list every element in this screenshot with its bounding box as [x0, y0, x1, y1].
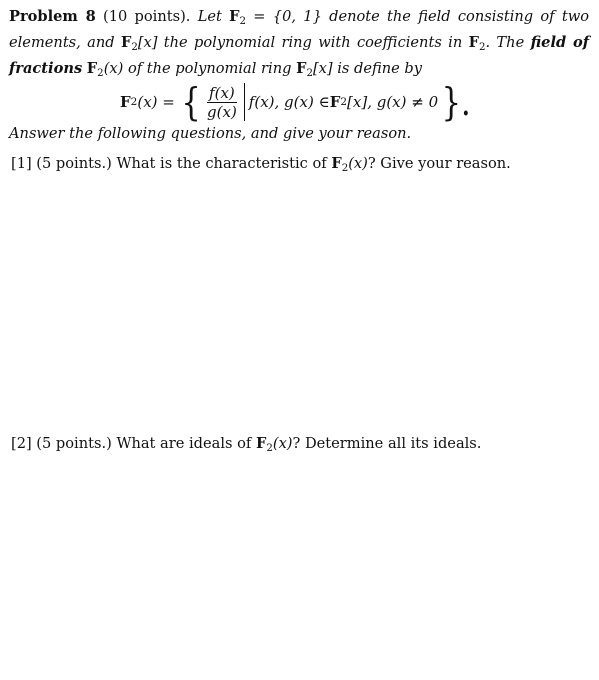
math-subscript: 2 [97, 68, 104, 79]
math-F: F [329, 93, 341, 111]
problem-text: [x] the polynomial ring with coefficients in [137, 34, 469, 51]
equation-lhs: (x) = [137, 93, 175, 111]
equation-condition: [x], g(x) ≠ 0 [347, 93, 439, 111]
fraction-denominator: g(x) [207, 102, 237, 121]
math-F: F [331, 155, 342, 172]
close-brace: }. [441, 80, 471, 124]
problem-label: Problem 8 [9, 8, 96, 25]
math-subscript: 2 [306, 68, 313, 79]
math-F: F [120, 34, 132, 51]
math-F: F [255, 435, 267, 452]
problem-text: Let [197, 8, 230, 25]
math-subscript: 2 [478, 42, 486, 53]
math-subscript: 2 [341, 163, 349, 174]
math-F: F [120, 93, 131, 111]
problem-text: . The [485, 34, 531, 51]
math-subscript: 2 [340, 96, 348, 108]
math-F: F [86, 60, 98, 77]
math-var: (x) [348, 155, 368, 172]
problem-text: [x] is define by [312, 60, 422, 77]
fraction-numerator: f(x) [209, 83, 235, 102]
equation-condition: f(x), g(x) ∈ [248, 93, 330, 111]
question-text: [1] (5 points.) What is the characteristic of [11, 155, 332, 172]
problem-text: (x) of the polynomial ring [103, 60, 297, 77]
open-brace: { [181, 80, 201, 124]
fraction [205, 84, 239, 121]
display-equation [120, 78, 474, 126]
math-subscript: 2 [130, 96, 138, 108]
math-subscript: 2 [239, 16, 247, 27]
math-F: F [229, 8, 240, 25]
instruction-text: Answer the following questions, and give your reason. [9, 125, 412, 142]
math-subscript: 2 [266, 443, 273, 454]
problem-statement [9, 6, 589, 84]
problem-points: (10 points). [103, 8, 191, 25]
math-F: F [468, 34, 479, 51]
problem-text: = {0, 1} denote the field consisting of two elements, and [9, 8, 589, 51]
math-var: (x) [272, 435, 293, 452]
set-builder-bar [244, 83, 245, 121]
math-subscript: 2 [131, 42, 138, 53]
question-text: [2] (5 points.) What are ideals of [11, 435, 256, 452]
question-text: ? Give your reason. [367, 155, 511, 172]
field-of-fractions-term: field of fractions [9, 34, 590, 77]
question-text: ? Determine all its ideals. [292, 435, 482, 452]
math-F: F [296, 60, 307, 77]
question-1 [11, 154, 511, 179]
question-2 [11, 434, 481, 459]
